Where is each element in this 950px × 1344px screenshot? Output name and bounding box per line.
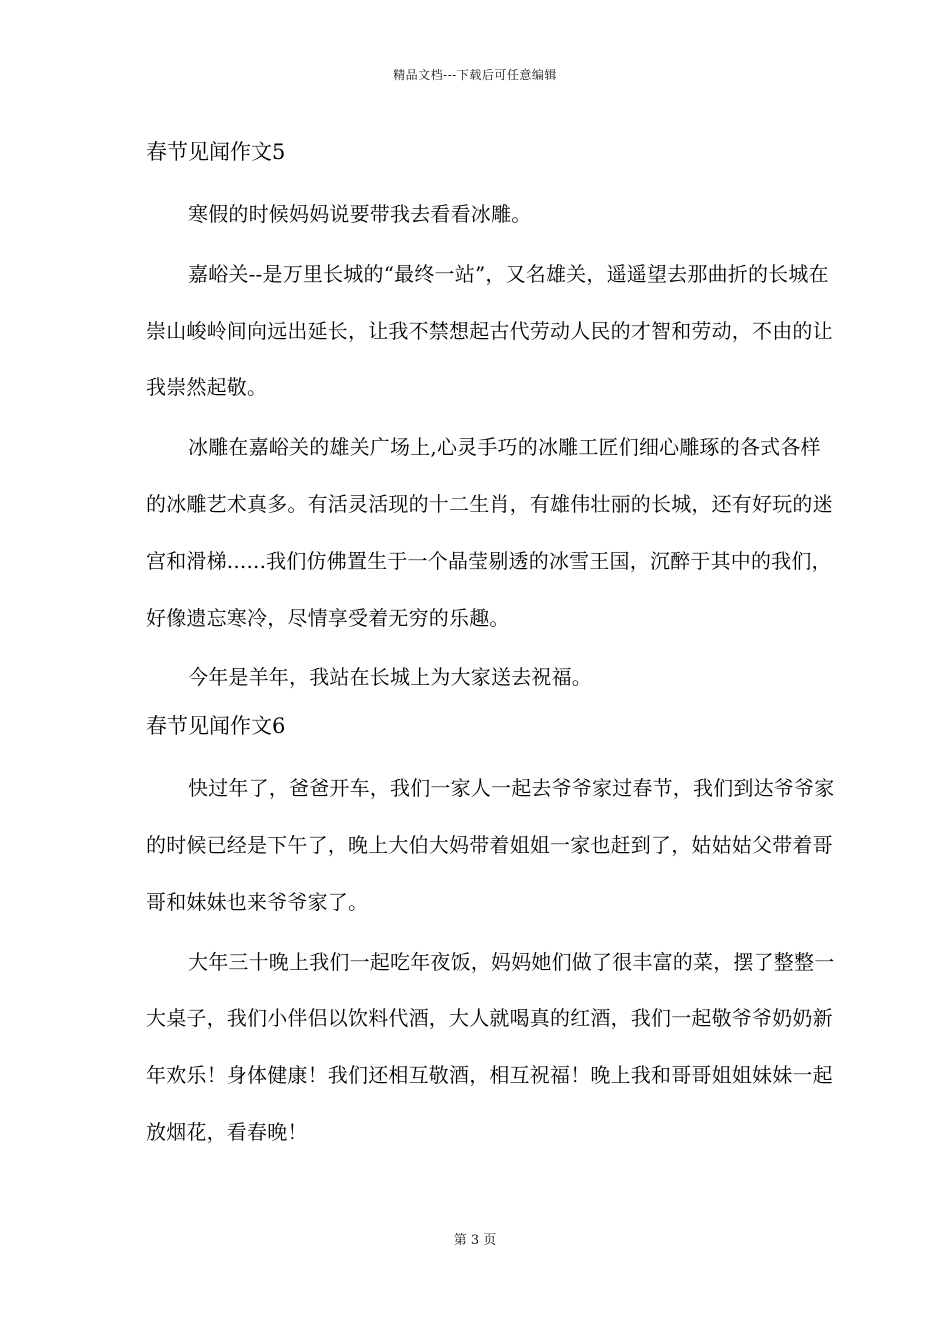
essay-title: 春节见闻作文6 [146,714,286,739]
document-body [146,132,836,1161]
essay-paragraph: 今年是羊年，我站在长城上为大家送去祝福。 [188,665,592,690]
page-header: 精品文档---下载后可任意编辑 [393,68,557,82]
essay-5 [146,132,836,706]
page-number: 第 3 页 [453,1233,497,1248]
essay-paragraph: 大年三十晚上我们一起吃年夜饭，妈妈她们做了很丰富的菜，摆了整整一大桌子，我们小伴侣以饮料代酒，大人就喝真的红酒，我们一起敬爷爷奶奶新年欢乐！身体健康！我们还相互敬酒，相互祝福！晚上我和哥哥姐姐妹妹一起放烟花，看春晚！ [146,949,835,1144]
essay-paragraph: 嘉峪关--是万里长城的“最终一站”，又名雄关，遥遥望去那曲折的长城在崇山峻岭间向远出延长，让我不禁想起古代劳动人民的才智和劳动，不由的让我崇然起敬。 [146,261,833,400]
essay-title: 春节见闻作文5 [146,140,286,164]
essay-6 [146,706,836,1161]
essay-paragraph: 寒假的时候妈妈说要带我去看看冰雕。 [188,202,532,226]
essay-paragraph: 快过年了，爸爸开车，我们一家人一起去爷爷家过春节，我们到达爷爷家的时候已经是下午了，晚上大伯大妈带着姐姐一家也赶到了，姑姑姑父带着哥哥和妹妹也来爷爷家了。 [146,776,835,914]
essay-paragraph: 冰雕在嘉峪关的雄关广场上,心灵手巧的冰雕工匠们细心雕琢的各式各样的冰雕艺术真多。有活灵活现的十二生肖，有雄伟壮丽的长城，还有好玩的迷宫和滑梯......我们仿佛置生于一个晶莹剔透的冰雪王国，沉醉于其中的我们，好像遗忘寒冷，尽情享受着无穷的乐趣。 [146,435,833,630]
